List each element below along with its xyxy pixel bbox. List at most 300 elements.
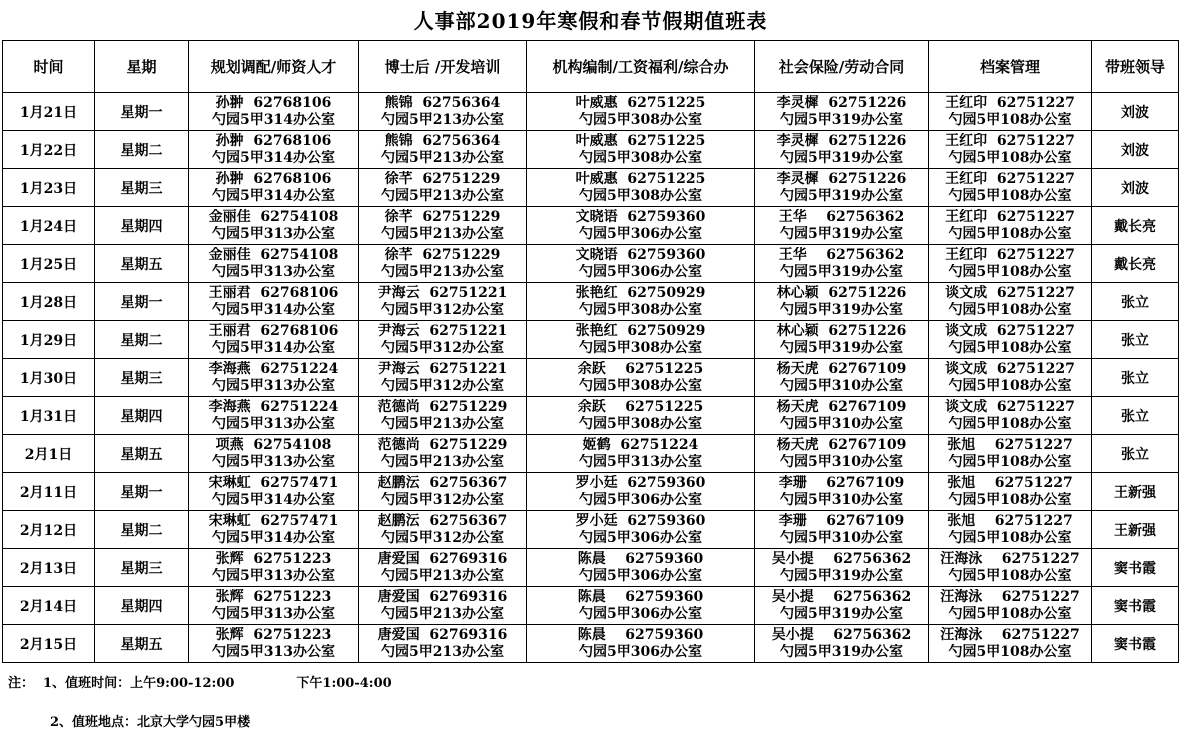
planning-staff-cell	[189, 359, 359, 397]
office-location: 勺园5甲308办公室	[579, 111, 702, 128]
staff-name-phone: 王红印 62751227	[945, 132, 1075, 149]
office-location: 勺园5甲308办公室	[579, 149, 702, 166]
office-location: 勺园5甲319办公室	[780, 263, 903, 280]
weekday-cell: 星期一	[95, 93, 189, 131]
staff-name-phone: 汪海泳 62751227	[940, 550, 1080, 567]
office-location: 勺园5甲108办公室	[948, 225, 1072, 242]
date-cell: 2月11日	[3, 473, 95, 511]
weekday-cell: 星期二	[95, 511, 189, 549]
establishment-salary-cell	[527, 359, 755, 397]
office-location: 勺园5甲312办公室	[381, 377, 504, 394]
office-location: 勺园5甲306办公室	[579, 529, 702, 546]
leader-cell: 张立	[1092, 435, 1179, 473]
staff-name-phone: 谈文成 62751227	[945, 398, 1075, 415]
social-insurance-cell	[755, 359, 929, 397]
planning-staff-cell	[189, 473, 359, 511]
planning-staff-cell	[189, 169, 359, 207]
office-location: 勺园5甲314办公室	[212, 187, 335, 204]
office-location: 勺园5甲319办公室	[780, 111, 903, 128]
leader-cell: 戴长亮	[1092, 245, 1179, 283]
leader-cell: 窦书霞	[1092, 625, 1179, 663]
staff-name-phone: 徐芊 62751229	[384, 170, 501, 187]
date-cell: 1月25日	[3, 245, 95, 283]
postdoc-training-cell	[359, 207, 527, 245]
office-location: 勺园5甲313办公室	[212, 567, 335, 584]
header-row	[3, 41, 1179, 93]
staff-name-phone: 赵鹏沄 62756367	[377, 512, 508, 529]
weekday-cell: 星期三	[95, 549, 189, 587]
social-insurance-cell	[755, 207, 929, 245]
staff-name-phone: 林心颖 62751226	[776, 322, 907, 339]
staff-name-phone: 张艳红 62750929	[575, 284, 706, 301]
weekday-cell: 星期一	[95, 473, 189, 511]
staff-name-phone: 罗小廷 62759360	[575, 474, 706, 491]
office-location: 勺园5甲308办公室	[579, 415, 702, 432]
office-location: 勺园5甲308办公室	[579, 377, 702, 394]
archives-cell	[929, 625, 1092, 663]
planning-staff-cell	[189, 245, 359, 283]
staff-name-phone: 金丽佳 62754108	[208, 208, 339, 225]
office-location: 勺园5甲319办公室	[780, 149, 903, 166]
establishment-salary-cell	[527, 549, 755, 587]
weekday-cell: 星期五	[95, 625, 189, 663]
column-header: 规划调配/师资人才	[189, 41, 359, 93]
establishment-salary-cell	[527, 245, 755, 283]
establishment-salary-cell	[527, 131, 755, 169]
office-location: 勺园5甲108办公室	[948, 149, 1072, 166]
office-location: 勺园5甲314办公室	[212, 149, 335, 166]
establishment-salary-cell	[527, 587, 755, 625]
weekday-cell: 星期二	[95, 321, 189, 359]
staff-name-phone: 吴小提 62756362	[771, 550, 912, 567]
social-insurance-cell	[755, 511, 929, 549]
staff-name-phone: 张辉 62751223	[215, 626, 332, 643]
staff-name-phone: 宋琳虹 62757471	[208, 512, 339, 529]
column-header: 带班领导	[1092, 41, 1179, 93]
staff-name-phone: 张辉 62751223	[215, 550, 332, 567]
staff-name-phone: 王红印 62751227	[945, 208, 1075, 225]
staff-name-phone: 范德尚 62751229	[377, 436, 508, 453]
establishment-salary-cell	[527, 283, 755, 321]
postdoc-training-cell	[359, 321, 527, 359]
staff-name-phone: 林心颖 62751226	[776, 284, 907, 301]
office-location: 勺园5甲313办公室	[579, 453, 702, 470]
column-header: 档案管理	[929, 41, 1092, 93]
archives-cell	[929, 435, 1092, 473]
establishment-salary-cell	[527, 169, 755, 207]
staff-name-phone: 孙翀 62768106	[215, 94, 332, 111]
date-cell: 2月1日	[3, 435, 95, 473]
staff-name-phone: 吴小提 62756362	[771, 626, 912, 643]
staff-name-phone: 范德尚 62751229	[377, 398, 508, 415]
office-location: 勺园5甲310办公室	[780, 491, 903, 508]
establishment-salary-cell	[527, 93, 755, 131]
staff-name-phone: 杨天虎 62767109	[776, 436, 907, 453]
office-location: 勺园5甲313办公室	[212, 643, 335, 660]
weekday-cell: 星期三	[95, 169, 189, 207]
column-header: 社会保险/劳动合同	[755, 41, 929, 93]
archives-cell	[929, 93, 1092, 131]
staff-name-phone: 叶威惠 62751225	[575, 132, 706, 149]
staff-name-phone: 徐芊 62751229	[384, 246, 501, 263]
date-cell: 1月23日	[3, 169, 95, 207]
date-cell: 2月13日	[3, 549, 95, 587]
office-location: 勺园5甲312办公室	[381, 529, 504, 546]
staff-name-phone: 李灵樨 62751226	[776, 170, 907, 187]
note-duty-location: 2、值班地点：北京大学勺园5甲楼	[50, 715, 251, 730]
staff-name-phone: 唐爱国 62769316	[377, 550, 508, 567]
date-cell: 1月22日	[3, 131, 95, 169]
table-row	[3, 283, 1179, 321]
office-location: 勺园5甲213办公室	[381, 149, 504, 166]
staff-name-phone: 王华 62756362	[778, 208, 905, 225]
establishment-salary-cell	[527, 207, 755, 245]
social-insurance-cell	[755, 245, 929, 283]
social-insurance-cell	[755, 283, 929, 321]
duty-schedule-table	[2, 40, 1179, 663]
weekday-cell: 星期五	[95, 245, 189, 283]
leader-cell: 张立	[1092, 283, 1179, 321]
table-row	[3, 435, 1179, 473]
staff-name-phone: 罗小廷 62759360	[575, 512, 706, 529]
office-location: 勺园5甲313办公室	[212, 263, 335, 280]
office-location: 勺园5甲313办公室	[212, 605, 335, 622]
staff-name-phone: 孙翀 62768106	[215, 132, 332, 149]
table-row	[3, 131, 1179, 169]
staff-name-phone: 宋琳虹 62757471	[208, 474, 339, 491]
office-location: 勺园5甲306办公室	[579, 225, 702, 242]
weekday-cell: 星期三	[95, 359, 189, 397]
staff-name-phone: 尹海云 62751221	[377, 322, 508, 339]
office-location: 勺园5甲108办公室	[948, 491, 1072, 508]
postdoc-training-cell	[359, 245, 527, 283]
staff-name-phone: 叶威惠 62751225	[575, 94, 706, 111]
staff-name-phone: 张旭 62751227	[947, 474, 1073, 491]
table-body	[3, 93, 1179, 663]
staff-name-phone: 王红印 62751227	[945, 170, 1075, 187]
postdoc-training-cell	[359, 397, 527, 435]
staff-name-phone: 余跃 62751225	[577, 398, 704, 415]
office-location: 勺园5甲312办公室	[381, 301, 504, 318]
staff-name-phone: 王红印 62751227	[945, 94, 1075, 111]
office-location: 勺园5甲314办公室	[212, 301, 335, 318]
office-location: 勺园5甲108办公室	[948, 111, 1072, 128]
staff-name-phone: 李灵樨 62751226	[776, 94, 907, 111]
staff-name-phone: 谈文成 62751227	[945, 284, 1075, 301]
postdoc-training-cell	[359, 473, 527, 511]
planning-staff-cell	[189, 511, 359, 549]
planning-staff-cell	[189, 587, 359, 625]
weekday-cell: 星期四	[95, 397, 189, 435]
postdoc-training-cell	[359, 435, 527, 473]
social-insurance-cell	[755, 587, 929, 625]
office-location: 勺园5甲108办公室	[948, 263, 1072, 280]
archives-cell	[929, 245, 1092, 283]
staff-name-phone: 杨天虎 62767109	[776, 398, 907, 415]
office-location: 勺园5甲308办公室	[579, 187, 702, 204]
planning-staff-cell	[189, 283, 359, 321]
establishment-salary-cell	[527, 473, 755, 511]
leader-cell: 王新强	[1092, 511, 1179, 549]
office-location: 勺园5甲108办公室	[948, 339, 1072, 356]
table-row	[3, 511, 1179, 549]
office-location: 勺园5甲108办公室	[948, 301, 1072, 318]
staff-name-phone: 孙翀 62768106	[215, 170, 332, 187]
staff-name-phone: 谈文成 62751227	[945, 322, 1075, 339]
planning-staff-cell	[189, 397, 359, 435]
staff-name-phone: 陈晨 62759360	[577, 588, 704, 605]
office-location: 勺园5甲108办公室	[948, 187, 1072, 204]
note-duty-time-am: 注： 1、值班时间：上午9:00-12:00	[8, 676, 235, 691]
staff-name-phone: 李海燕 62751224	[208, 360, 339, 377]
office-location: 勺园5甲319办公室	[780, 301, 903, 318]
weekday-cell: 星期一	[95, 283, 189, 321]
leader-cell: 张立	[1092, 359, 1179, 397]
establishment-salary-cell	[527, 321, 755, 359]
weekday-cell: 星期二	[95, 131, 189, 169]
archives-cell	[929, 169, 1092, 207]
staff-name-phone: 文晓语 62759360	[575, 208, 706, 225]
office-location: 勺园5甲313办公室	[212, 377, 335, 394]
leader-cell: 刘波	[1092, 131, 1179, 169]
planning-staff-cell	[189, 207, 359, 245]
staff-name-phone: 汪海泳 62751227	[940, 626, 1080, 643]
postdoc-training-cell	[359, 587, 527, 625]
establishment-salary-cell	[527, 397, 755, 435]
date-cell: 2月12日	[3, 511, 95, 549]
date-cell: 2月15日	[3, 625, 95, 663]
office-location: 勺园5甲306办公室	[579, 491, 702, 508]
postdoc-training-cell	[359, 511, 527, 549]
column-header: 星期	[95, 41, 189, 93]
staff-name-phone: 尹海云 62751221	[377, 360, 508, 377]
archives-cell	[929, 587, 1092, 625]
office-location: 勺园5甲213办公室	[381, 643, 504, 660]
office-location: 勺园5甲314办公室	[212, 529, 335, 546]
office-location: 勺园5甲319办公室	[780, 339, 903, 356]
office-location: 勺园5甲306办公室	[579, 605, 702, 622]
postdoc-training-cell	[359, 283, 527, 321]
staff-name-phone: 张艳红 62750929	[575, 322, 706, 339]
office-location: 勺园5甲314办公室	[212, 111, 335, 128]
table-row	[3, 473, 1179, 511]
staff-name-phone: 熊锦 62756364	[384, 132, 501, 149]
note-duty-time-pm: 下午1:00-4:00	[296, 676, 392, 691]
page-title: 人事部2019年寒假和春节假期值班表	[413, 9, 768, 33]
office-location: 勺园5甲313办公室	[212, 453, 335, 470]
social-insurance-cell	[755, 93, 929, 131]
staff-name-phone: 汪海泳 62751227	[940, 588, 1080, 605]
social-insurance-cell	[755, 549, 929, 587]
note-duty-time	[8, 672, 392, 691]
staff-name-phone: 项燕 62754108	[215, 436, 332, 453]
staff-name-phone: 谈文成 62751227	[945, 360, 1075, 377]
table-row	[3, 587, 1179, 625]
date-cell: 1月30日	[3, 359, 95, 397]
table-row	[3, 625, 1179, 663]
office-location: 勺园5甲108办公室	[948, 567, 1072, 584]
archives-cell	[929, 511, 1092, 549]
planning-staff-cell	[189, 131, 359, 169]
table-row	[3, 549, 1179, 587]
staff-name-phone: 张旭 62751227	[947, 436, 1073, 453]
office-location: 勺园5甲314办公室	[212, 491, 335, 508]
office-location: 勺园5甲108办公室	[948, 377, 1072, 394]
staff-name-phone: 唐爱国 62769316	[377, 626, 508, 643]
date-cell: 1月31日	[3, 397, 95, 435]
establishment-salary-cell	[527, 435, 755, 473]
staff-name-phone: 王丽君 62768106	[208, 322, 339, 339]
planning-staff-cell	[189, 321, 359, 359]
staff-name-phone: 张旭 62751227	[947, 512, 1073, 529]
office-location: 勺园5甲310办公室	[780, 529, 903, 546]
archives-cell	[929, 549, 1092, 587]
leader-cell: 张立	[1092, 397, 1179, 435]
office-location: 勺园5甲213办公室	[381, 567, 504, 584]
staff-name-phone: 徐芊 62751229	[384, 208, 501, 225]
staff-name-phone: 杨天虎 62767109	[776, 360, 907, 377]
planning-staff-cell	[189, 625, 359, 663]
table-row	[3, 169, 1179, 207]
staff-name-phone: 张辉 62751223	[215, 588, 332, 605]
staff-name-phone: 李珊 62767109	[778, 474, 905, 491]
office-location: 勺园5甲319办公室	[780, 643, 903, 660]
staff-name-phone: 王丽君 62768106	[208, 284, 339, 301]
office-location: 勺园5甲213办公室	[381, 263, 504, 280]
archives-cell	[929, 321, 1092, 359]
weekday-cell: 星期四	[95, 587, 189, 625]
archives-cell	[929, 207, 1092, 245]
table-row	[3, 359, 1179, 397]
staff-name-phone: 唐爱国 62769316	[377, 588, 508, 605]
staff-name-phone: 尹海云 62751221	[377, 284, 508, 301]
office-location: 勺园5甲308办公室	[579, 339, 702, 356]
postdoc-training-cell	[359, 359, 527, 397]
archives-cell	[929, 359, 1092, 397]
staff-name-phone: 陈晨 62759360	[577, 550, 704, 567]
date-cell: 1月24日	[3, 207, 95, 245]
planning-staff-cell	[189, 435, 359, 473]
column-header: 博士后 /开发培训	[359, 41, 527, 93]
office-location: 勺园5甲319办公室	[780, 225, 903, 242]
leader-cell: 刘波	[1092, 93, 1179, 131]
postdoc-training-cell	[359, 131, 527, 169]
staff-name-phone: 李海燕 62751224	[208, 398, 339, 415]
office-location: 勺园5甲310办公室	[780, 453, 903, 470]
planning-staff-cell	[189, 93, 359, 131]
weekday-cell: 星期四	[95, 207, 189, 245]
office-location: 勺园5甲213办公室	[381, 111, 504, 128]
staff-name-phone: 金丽佳 62754108	[208, 246, 339, 263]
weekday-cell: 星期五	[95, 435, 189, 473]
staff-name-phone: 赵鹏沄 62756367	[377, 474, 508, 491]
social-insurance-cell	[755, 169, 929, 207]
social-insurance-cell	[755, 625, 929, 663]
leader-cell: 窦书霞	[1092, 587, 1179, 625]
office-location: 勺园5甲108办公室	[948, 643, 1072, 660]
leader-cell: 戴长亮	[1092, 207, 1179, 245]
table-row	[3, 207, 1179, 245]
staff-name-phone: 王华 62756362	[778, 246, 905, 263]
office-location: 勺园5甲310办公室	[780, 415, 903, 432]
planning-staff-cell	[189, 549, 359, 587]
social-insurance-cell	[755, 321, 929, 359]
archives-cell	[929, 473, 1092, 511]
archives-cell	[929, 131, 1092, 169]
column-header: 时间	[3, 41, 95, 93]
office-location: 勺园5甲314办公室	[212, 339, 335, 356]
staff-name-phone: 熊锦 62756364	[384, 94, 501, 111]
office-location: 勺园5甲312办公室	[381, 491, 504, 508]
leader-cell: 窦书霞	[1092, 549, 1179, 587]
office-location: 勺园5甲213办公室	[381, 453, 504, 470]
establishment-salary-cell	[527, 625, 755, 663]
office-location: 勺园5甲108办公室	[948, 605, 1072, 622]
table-row	[3, 397, 1179, 435]
staff-name-phone: 吴小提 62756362	[771, 588, 912, 605]
archives-cell	[929, 397, 1092, 435]
social-insurance-cell	[755, 473, 929, 511]
staff-name-phone: 李珊 62767109	[778, 512, 905, 529]
office-location: 勺园5甲313办公室	[212, 415, 335, 432]
office-location: 勺园5甲306办公室	[579, 567, 702, 584]
office-location: 勺园5甲319办公室	[780, 605, 903, 622]
office-location: 勺园5甲319办公室	[780, 187, 903, 204]
staff-name-phone: 叶威惠 62751225	[575, 170, 706, 187]
postdoc-training-cell	[359, 93, 527, 131]
office-location: 勺园5甲108办公室	[948, 453, 1072, 470]
staff-name-phone: 余跃 62751225	[577, 360, 704, 377]
column-header: 机构编制/工资福利/综合办	[527, 41, 755, 93]
leader-cell: 张立	[1092, 321, 1179, 359]
staff-name-phone: 王红印 62751227	[945, 246, 1075, 263]
office-location: 勺园5甲213办公室	[381, 225, 504, 242]
table-row	[3, 245, 1179, 283]
office-location: 勺园5甲313办公室	[212, 225, 335, 242]
office-location: 勺园5甲213办公室	[381, 415, 504, 432]
postdoc-training-cell	[359, 625, 527, 663]
office-location: 勺园5甲213办公室	[381, 605, 504, 622]
date-cell: 1月29日	[3, 321, 95, 359]
social-insurance-cell	[755, 435, 929, 473]
office-location: 勺园5甲108办公室	[948, 529, 1072, 546]
table-row	[3, 93, 1179, 131]
leader-cell: 王新强	[1092, 473, 1179, 511]
social-insurance-cell	[755, 397, 929, 435]
office-location: 勺园5甲319办公室	[780, 567, 903, 584]
staff-name-phone: 李灵樨 62751226	[776, 132, 907, 149]
staff-name-phone: 陈晨 62759360	[577, 626, 704, 643]
establishment-salary-cell	[527, 511, 755, 549]
leader-cell: 刘波	[1092, 169, 1179, 207]
date-cell: 2月14日	[3, 587, 95, 625]
archives-cell	[929, 283, 1092, 321]
staff-name-phone: 姬鹤 62751224	[582, 436, 699, 453]
date-cell: 1月21日	[3, 93, 95, 131]
social-insurance-cell	[755, 131, 929, 169]
postdoc-training-cell	[359, 169, 527, 207]
office-location: 勺园5甲213办公室	[381, 187, 504, 204]
office-location: 勺园5甲310办公室	[780, 377, 903, 394]
postdoc-training-cell	[359, 549, 527, 587]
office-location: 勺园5甲306办公室	[579, 263, 702, 280]
office-location: 勺园5甲108办公室	[948, 415, 1072, 432]
office-location: 勺园5甲308办公室	[579, 301, 702, 318]
table-row	[3, 321, 1179, 359]
office-location: 勺园5甲312办公室	[381, 339, 504, 356]
staff-name-phone: 文晓语 62759360	[575, 246, 706, 263]
date-cell: 1月28日	[3, 283, 95, 321]
